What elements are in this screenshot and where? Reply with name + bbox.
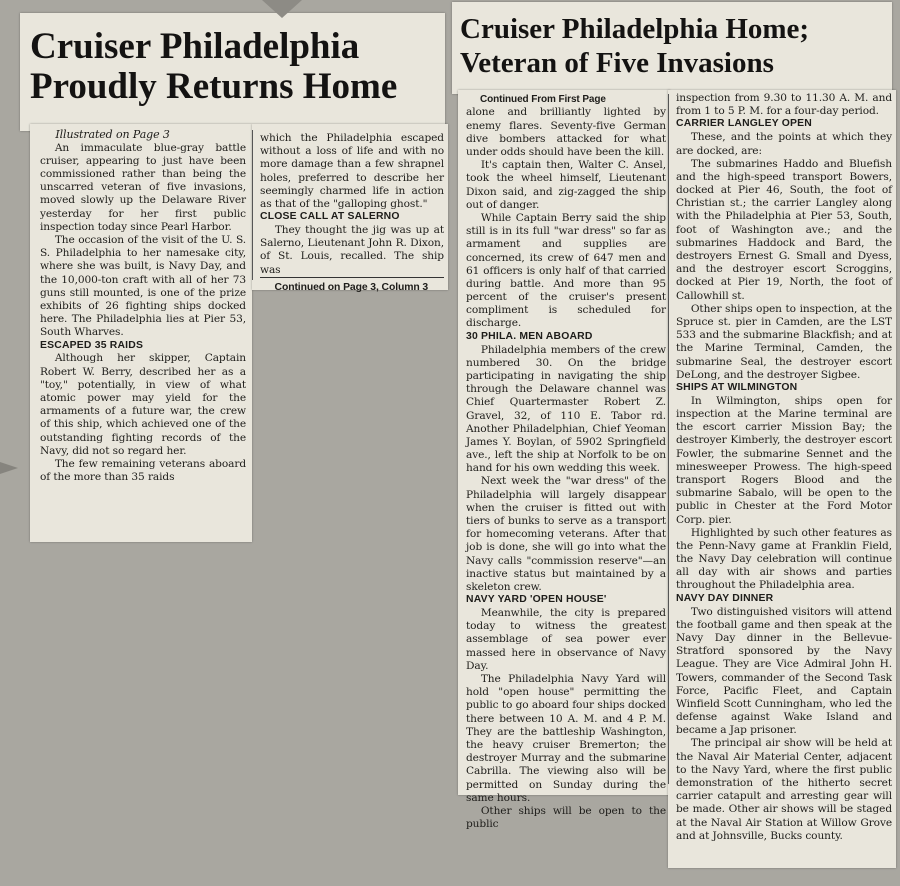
right-col1-para7: The Philadelphia Navy Yard will hold "open house" permitting the public to go aboard four ships docked there between 10 A. M. and 4 P. M. They are the battleship Washington, the heavy cruiser Bremerton; the destroyer Murray and the submarine Cabrilla. The viewing also will be permitted on Sunday during the same hours. (466, 673, 666, 804)
subhead-phila-men: 30 PHILA. MEN ABOARD (466, 330, 593, 342)
right-col1-para5: Next week the "war dress" of the Philadelphia will largely disappear when the cruiser is fitted out with tiers of bunks to serve as a transport for homecoming veterans. After that job is done, she will go into what the Navy calls "commission reserve"—an inactive status but maintained by a skeleton crew. (466, 475, 666, 593)
right-col2-para6: Highlighted by such other features as the Penn-Navy game at Franklin Field, the Navy Day celebration will continue all day with air shows and parties throughout the Philadelphia area. (676, 526, 892, 592)
subhead-carrier-langley: CARRIER LANGLEY OPEN (676, 118, 813, 130)
subhead-escaped-raids: ESCAPED 35 RAIDS (40, 339, 144, 351)
right-col2-para2: These, and the points at which they are docked, are: (676, 131, 892, 157)
right-col2-para5: In Wilmington, ships open for inspection at the Marine terminal are the escort carrier Mission Bay; the destroyer Kimberly, the destroyer escort Fowler, the submarine Sennet and the minesweeper Prowess. The high-speed transport Rogers Blood and the submarine Sabalo, will be open to the public in Chester at the Ford Motor Corp. pier. (676, 394, 892, 526)
right-col2-para7: Two distinguished visitors will attend the football game and then speak at the Navy Day dinner in the Bellevue-Stratford sponsored by the Navy League. They are Vice Admiral John H. Towers, commander of the Second Task Force, Pacific Fleet, and Captain Winfield Scott Cunningham, who led the defense against Wake Island and became a Jap prisoner. (676, 605, 892, 737)
torn-mark-top (262, 0, 302, 18)
left-headline-line2: Proudly Returns Home (30, 65, 398, 107)
left-col1-para3: Although her skipper, Captain Robert W. Berry, described her as a "toy," potentially, in view of what atomic power may yield for the armaments of a future war, the crew of this ship, which achieved one of the outstanding fighting records of the Navy, did not so regard her. (40, 352, 246, 457)
right-col1-para3: While Captain Berry said the ship still is in its full "war dress" so far as armament and supplies are concerned, its crew of 647 men and 61 officers is only half of that carried during battle. And more than 95 percent of the cruiser's present compliment is scheduled for discharge. (466, 211, 666, 330)
subhead-close-call: CLOSE CALL AT SALERNO (260, 211, 400, 223)
right-column1-clipping (458, 90, 670, 831)
left-headline-line1: Cruiser Philadelphia (30, 26, 360, 67)
right-col1-para4: Philadelphia members of the crew numbered 30. On the bridge participating in navigating the ship through the Delaware channel was Chief Quartermaster Robert Z. Gravel, 32, of 110 E. Tabor rd. Another Philadelphian, Chief Yeoman James Y. Boylan, of 5902 Springfield ave., left the ship at Norfolk to be on hand for his own wedding this week. (466, 343, 666, 475)
left-column1 (40, 128, 246, 484)
continued-from-first-page: Continued From First Page (480, 94, 606, 105)
right-headline (460, 12, 890, 80)
left-col1-para1: An immaculate blue-gray battle cruiser, appearing to just have been commissioned rather than being the unscarred veteran of five invasions, moved slowly up the Delaware River yesterday for her first public inspection today since Pearl Harbor. (40, 141, 246, 233)
left-col2-para2: They thought the jig was up at Salerno, Lieutenant John R. Dixon, of St. Louis, recalled. The ship was (260, 224, 444, 276)
right-col2-para8: The principal air show will be held at the Naval Air Material Center, adjacent to the Navy Yard, where the first public demonstration of the hitherto secret carrier catapult and arresting gear will be made. Other air shows will be staged at the Naval Air Station at Willow Grove and at Johnsville, Bucks county. (676, 737, 892, 842)
torn-mark-left (0, 462, 18, 474)
left-column-divider (252, 130, 253, 280)
left-col1-para2: The occasion of the visit of the U. S. S. Philadelphia to her namesake city, where she was built, is Navy Day, and the 10,000-ton craft with all of her 73 guns still mounted, is one of the prize exhibits of 26 fighting ships docked here. The Philadelphia lies at Pier 53, South Wharves. (40, 234, 246, 339)
subhead-navy-day-dinner: NAVY DAY DINNER (676, 592, 774, 604)
right-headline-clipping (452, 2, 892, 94)
right-col1-para2: It's captain then, Walter C. Ansel, took the wheel himself, Lieutenant Dixon said, and zig-zagged the ship out of danger. (466, 159, 666, 211)
left-headline-clipping (20, 13, 445, 131)
right-column2 (676, 92, 892, 843)
subhead-navy-yard: NAVY YARD 'OPEN HOUSE' (466, 594, 607, 606)
right-column1 (466, 94, 666, 831)
right-col2-para4: Other ships open to inspection, at the Spruce st. pier in Camden, are the LST 533 and the submarine Blackfish; and at the Marine Terminal, Camden, the submarine Seal, the destroyer escort DeLong, and the destroyer Sigbee. (676, 302, 892, 381)
illustrated-note: Illustrated on Page 3 (55, 128, 170, 141)
right-col1-para8: Other ships will be open to the public (466, 804, 666, 831)
left-column2-clipping (252, 124, 448, 293)
left-col2-para1: which the Philadelphia escaped without a loss of life and with no more damage than a few shrapnel holes, preferred to describe her seemingly charmed life in action as that of the "galloping ghost." (260, 132, 444, 210)
left-col1-para4: The few remaining veterans aboard of the more than 35 raids (40, 457, 246, 484)
right-column-divider (668, 94, 669, 784)
right-column2-clipping (668, 90, 896, 868)
right-col1-para6: Meanwhile, the city is prepared today to witness the greatest assemblage of sea power ever massed here in observance of Navy Day. (466, 607, 666, 672)
subhead-wilmington: SHIPS AT WILMINGTON (676, 381, 798, 393)
right-col1-para1: alone and brilliantly lighted by enemy flares. Seventy-five German dive bombers attacked for what under odds should have been the kill. (466, 106, 666, 158)
left-headline (30, 27, 442, 107)
left-column2 (260, 132, 444, 295)
right-col2-para1: inspection from 9.30 to 11.30 A. M. and from 1 to 5 P. M. for a four-day period. (676, 92, 892, 118)
continued-on-page-line: Continued on Page 3, Column 3 (260, 277, 444, 295)
right-headline-line2: Veteran of Five Invasions (460, 47, 774, 80)
left-column1-clipping (30, 124, 252, 542)
right-headline-line1: Cruiser Philadelphia Home; (460, 13, 810, 45)
right-col2-para3: The submarines Haddo and Bluefish and the high-speed transport Bowers, docked at Pier 46, South, the foot of Christian st.; the carrier Langley along with the Philadelphia at Pier 53, South, foot of Washington ave.; and the submarines Haddock and Bard, the destroyers Ernest G. Small and Dyess, and the destroyer escort Scroggins, docked at Pier 19, North, the foot of Callowhill st. (676, 157, 892, 302)
